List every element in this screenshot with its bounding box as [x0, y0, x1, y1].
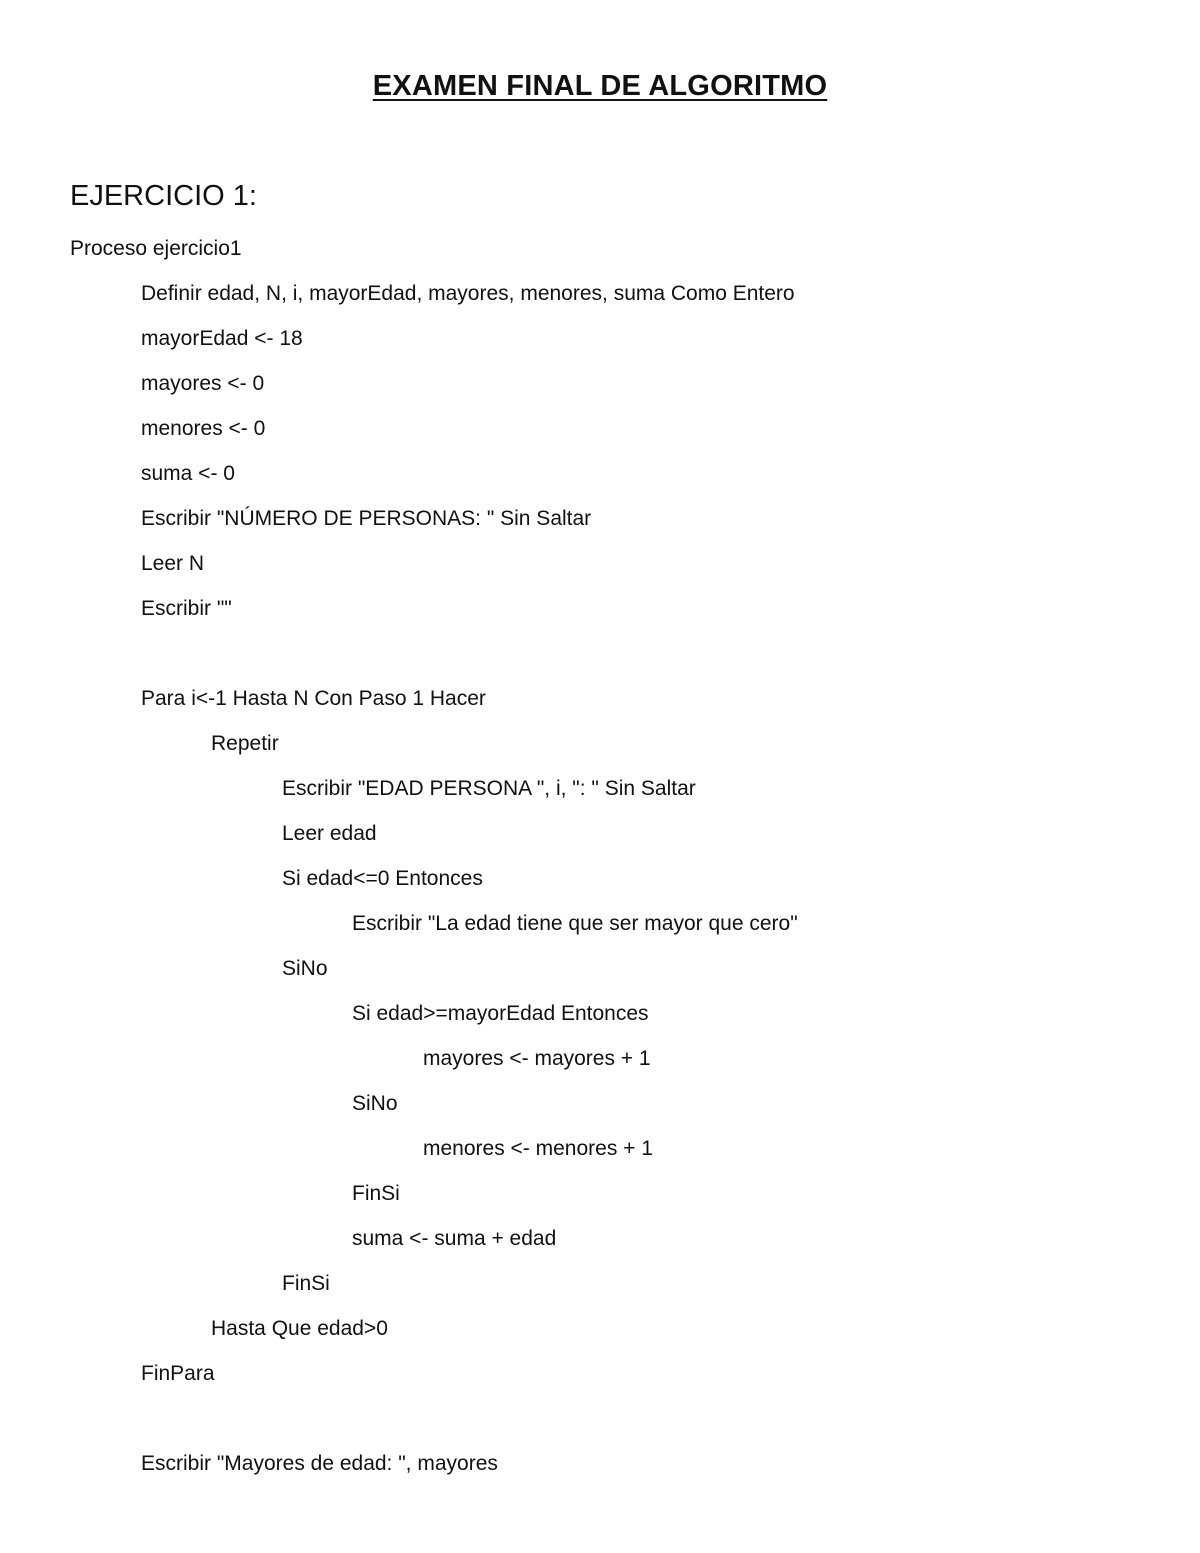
code-line: Definir edad, N, i, mayorEdad, mayores, menores, suma Como Entero: [141, 282, 795, 305]
code-line: SiNo: [352, 1092, 398, 1115]
code-line: Escribir "EDAD PERSONA ", i, ": " Sin Saltar: [282, 777, 696, 800]
code-line: SiNo: [282, 957, 328, 980]
pseudocode-block: [70, 231, 798, 1491]
code-line: Proceso ejercicio1: [70, 237, 242, 260]
code-line: suma <- 0: [141, 462, 235, 485]
code-line: Leer edad: [282, 822, 377, 845]
code-line: mayores <- mayores + 1: [423, 1047, 651, 1070]
code-line: mayores <- 0: [141, 372, 265, 395]
section-heading: EJERCICIO 1:: [70, 180, 257, 212]
code-line: suma <- suma + edad: [352, 1227, 557, 1250]
code-line: FinSi: [282, 1272, 330, 1295]
code-line-blank: [70, 1401, 798, 1446]
code-line: Escribir "Mayores de edad: ", mayores: [141, 1452, 498, 1475]
code-line: Leer N: [141, 552, 205, 575]
code-line: Repetir: [211, 732, 279, 755]
code-line: Escribir "NÚMERO DE PERSONAS: " Sin Saltar: [141, 507, 592, 530]
code-line: menores <- menores + 1: [423, 1137, 653, 1160]
code-line: Escribir "La edad tiene que ser mayor que cero": [352, 912, 798, 935]
document-title: EXAMEN FINAL DE ALGORITMO: [372, 70, 828, 102]
code-line-blank: [70, 636, 798, 681]
code-line: Si edad<=0 Entonces: [282, 867, 483, 890]
code-line: Hasta Que edad>0: [211, 1317, 388, 1340]
code-line: FinSi: [352, 1182, 400, 1205]
code-line: menores <- 0: [141, 417, 266, 440]
code-line: mayorEdad <- 18: [141, 327, 303, 350]
code-line: Escribir "": [141, 597, 232, 620]
code-line: FinPara: [141, 1362, 215, 1385]
code-line: Para i<-1 Hasta N Con Paso 1 Hacer: [141, 687, 486, 710]
code-line: Si edad>=mayorEdad Entonces: [352, 1002, 649, 1025]
